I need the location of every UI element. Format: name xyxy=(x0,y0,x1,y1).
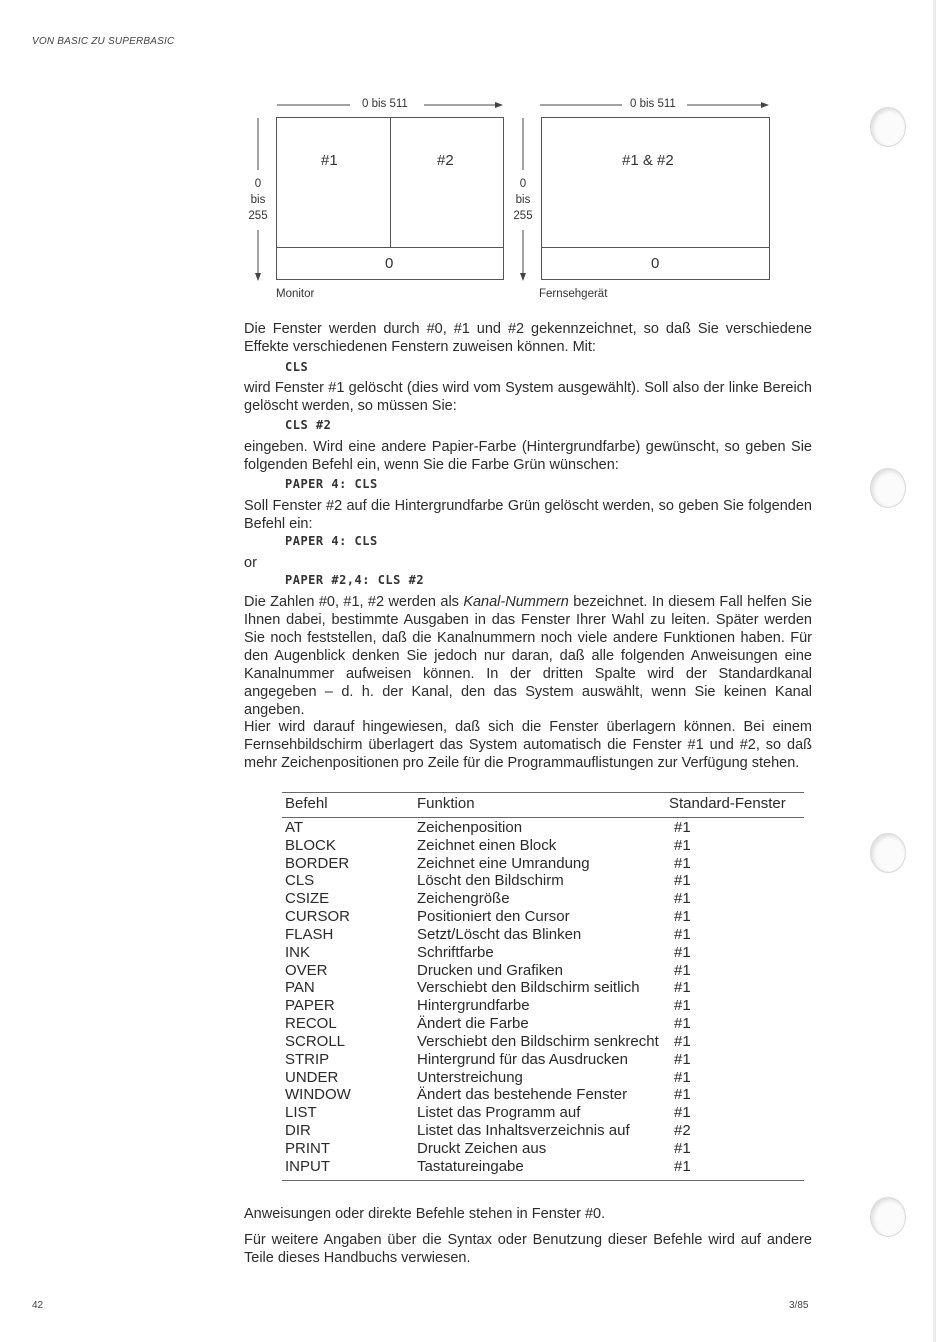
table-row xyxy=(282,926,804,944)
paragraph: or xyxy=(244,555,257,571)
window-cell: #1 xyxy=(674,925,691,943)
function-cell: Listet das Programm auf xyxy=(417,1104,581,1122)
function-cell: Tastatureingabe xyxy=(417,1157,524,1175)
right-y-range-2: 255 xyxy=(513,210,533,222)
code-line: CLS xyxy=(285,360,309,374)
paragraph: Die Fenster werden durch #0, #1 und #2 gekennzeichnet, so daß Sie verschiedene Effekte verschiedenen Fenstern zuweisen können. Mit: xyxy=(244,321,812,355)
table-row xyxy=(282,855,804,873)
window-cell: #1 xyxy=(674,997,691,1015)
function-cell: Zeichnet eine Umrandung xyxy=(417,854,590,872)
code-line: PAPER 4: CLS xyxy=(285,477,378,491)
paragraph: Für weitere Angaben über die Syntax oder Benutzung dieser Befehle wird auf andere Teile dieses Handbuchs verwiesen. xyxy=(244,1232,812,1266)
paragraph-part: bezeichnet. In diesem Fall helfen Sie Ihnen dabei, bestimmte Ausgaben in das Fenster Ihrer Wahl zu leiten. Später werden Sie noch feststellen, daß die Kanalnummern noch viele andere Funktionen haben. Für den Augenblick denken Sie jedoch nur daran, daß alle folgenden Anweisungen eine Kanalnummer aufweisen können. In der dritten Spalte wird der Standardkanal angegeben – d. h. der Kanal, den das System auswählt, wenn Sie keinen Kanal angeben. xyxy=(244,594,813,718)
command-cell: AT xyxy=(285,819,304,836)
table-row xyxy=(282,962,804,980)
function-cell: Drucken und Grafiken xyxy=(417,961,563,979)
window-cell: #1 xyxy=(674,1086,691,1104)
window-cell: #1 xyxy=(674,943,691,961)
window-cell: #1 xyxy=(674,1104,691,1122)
window-cell: #1 xyxy=(674,854,691,872)
function-cell: Hintergrundfarbe xyxy=(417,997,530,1015)
header-default-window: Standard-Fenster xyxy=(669,795,786,812)
left-y-range xyxy=(248,176,268,224)
command-cell: INPUT xyxy=(285,1157,330,1175)
window-cell: #1 xyxy=(674,1139,691,1157)
left-y-range-2: 255 xyxy=(248,210,268,222)
paragraph: wird Fenster #1 gelöscht (dies wird vom System ausgewählt). Soll also der linke Bereich gelöscht werden, so müssen Sie: xyxy=(244,380,812,414)
monitor-window-2: #2 xyxy=(437,152,454,169)
command-cell: SCROLL xyxy=(285,1032,346,1050)
paragraph: Anweisungen oder direkte Befehle stehen in Fenster #0. xyxy=(244,1206,606,1222)
window-divider xyxy=(542,247,769,248)
table-header xyxy=(282,792,804,818)
window-cell: #1 xyxy=(674,890,691,908)
function-cell: Verschiebt den Bildschirm seitlich xyxy=(417,979,640,997)
tv-window-0: 0 xyxy=(651,255,660,272)
command-cell: BORDER xyxy=(285,854,350,872)
window-cell: #1 xyxy=(674,1032,691,1050)
command-table xyxy=(282,792,804,1181)
tv-window-1-2: #1 & #2 xyxy=(622,152,674,169)
window-cell: #1 xyxy=(674,1157,691,1175)
command-cell: CURSOR xyxy=(285,908,351,926)
table-row xyxy=(282,979,804,997)
function-cell: Ändert die Farbe xyxy=(417,1015,529,1033)
table-row xyxy=(282,1015,804,1033)
monitor-caption: Monitor xyxy=(276,288,315,300)
window-cell: #1 xyxy=(674,1068,691,1086)
left-y-range-0: 0 xyxy=(254,178,262,190)
code-line: CLS #2 xyxy=(285,418,332,432)
paragraph: eingeben. Wird eine andere Papier-Farbe (Hintergrundfarbe) gewünscht, so geben Sie folgenden Befehl ein, wenn Sie die Farbe Grün wünschen: xyxy=(244,439,812,473)
running-title: VON BASIC ZU SUPERBASIC xyxy=(32,36,175,47)
function-cell: Zeichnet einen Block xyxy=(417,836,557,854)
monitor-screen xyxy=(276,117,504,280)
window-divider xyxy=(390,118,391,248)
function-cell: Listet das Inhaltsverzeichnis auf xyxy=(417,1122,630,1140)
table-row xyxy=(282,1086,804,1104)
command-cell: CSIZE xyxy=(285,890,330,908)
window-cell: #1 xyxy=(674,1015,691,1033)
emphasis: Kanal-Nummern xyxy=(463,594,569,610)
function-cell: Löscht den Bildschirm xyxy=(417,872,564,890)
right-x-range: 0 bis 511 xyxy=(630,98,676,110)
function-cell: Ändert das bestehende Fenster xyxy=(417,1086,628,1104)
window-cell: #1 xyxy=(674,872,691,890)
table-row xyxy=(282,1158,804,1176)
paragraph: Hier wird darauf hingewiesen, daß sich die Fenster überlagern können. Bei einem Fernsehbildschirm überlagert das System automatisch die Fenster #1 und #2, so daß mehr Zeichenpositionen pro Zeile für die Programmauflistungen zur Verfügung stehen. xyxy=(244,719,812,771)
command-cell: PAPER xyxy=(285,997,335,1015)
table-row xyxy=(282,908,804,926)
window-cell: #1 xyxy=(674,1050,691,1068)
table-row xyxy=(282,872,804,890)
command-cell: INK xyxy=(285,943,311,961)
table-row xyxy=(282,1122,804,1140)
function-cell: Zeichenposition xyxy=(417,819,523,836)
function-cell: Unterstreichung xyxy=(417,1068,523,1086)
window-divider xyxy=(277,247,503,248)
header-function: Funktion xyxy=(417,795,475,812)
window-cell: #1 xyxy=(674,908,691,926)
function-cell: Hintergrund für das Ausdrucken xyxy=(417,1050,628,1068)
left-x-range: 0 bis 511 xyxy=(362,98,408,110)
header-command: Befehl xyxy=(285,795,328,812)
table-row xyxy=(282,890,804,908)
page-number: 42 xyxy=(32,1300,44,1311)
command-cell: BLOCK xyxy=(285,836,336,854)
monitor-window-1: #1 xyxy=(321,152,338,169)
table-row xyxy=(282,1069,804,1087)
table-row xyxy=(282,1033,804,1051)
window-cell: #1 xyxy=(674,836,691,854)
left-y-range-1: bis xyxy=(250,194,266,206)
paragraph: Soll Fenster #2 auf die Hintergrundfarbe Grün gelöscht werden, so geben Sie folgenden Befehl ein: xyxy=(244,498,812,532)
right-y-range xyxy=(510,176,536,224)
table-row xyxy=(282,997,804,1015)
function-cell: Zeichengröße xyxy=(417,890,510,908)
table-row xyxy=(282,837,804,855)
command-cell: PRINT xyxy=(285,1139,330,1157)
monitor-window-0: 0 xyxy=(385,255,394,272)
function-cell: Setzt/Löscht das Blinken xyxy=(417,925,582,943)
punch-hole xyxy=(870,833,906,873)
right-y-range-0: 0 xyxy=(519,178,527,190)
punch-hole xyxy=(870,468,906,508)
table-row xyxy=(282,944,804,962)
tv-screen xyxy=(541,117,770,280)
paragraph-part: Die Zahlen #0, #1, #2 werden als xyxy=(244,594,464,610)
code-line: PAPER #2,4: CLS #2 xyxy=(285,573,425,587)
command-cell: OVER xyxy=(285,961,328,979)
table-row xyxy=(282,1140,804,1158)
window-cell: #2 xyxy=(674,1122,691,1140)
command-cell: RECOL xyxy=(285,1015,337,1033)
window-cell: #1 xyxy=(674,961,691,979)
paragraph xyxy=(244,593,812,719)
command-cell: STRIP xyxy=(285,1050,330,1068)
command-cell: WINDOW xyxy=(285,1086,351,1104)
function-cell: Verschiebt den Bildschirm senkrecht xyxy=(417,1032,659,1050)
function-cell: Druckt Zeichen aus xyxy=(417,1139,547,1157)
table-row xyxy=(282,819,804,837)
table-row xyxy=(282,1104,804,1122)
function-cell: Positioniert den Cursor xyxy=(417,908,570,926)
punch-hole xyxy=(870,1197,906,1237)
edition-date: 3/85 xyxy=(789,1300,809,1311)
command-cell: LIST xyxy=(285,1104,317,1122)
table-row xyxy=(282,1051,804,1069)
right-y-range-1: bis xyxy=(515,194,531,206)
tv-caption: Fernsehgerät xyxy=(539,288,608,300)
window-cell: #1 xyxy=(674,979,691,997)
command-cell: PAN xyxy=(285,979,315,997)
window-cell: #1 xyxy=(674,819,691,836)
command-cell: FLASH xyxy=(285,925,334,943)
command-cell: UNDER xyxy=(285,1068,339,1086)
window-diagram xyxy=(0,0,950,310)
code-line: PAPER 4: CLS xyxy=(285,534,378,548)
command-cell: DIR xyxy=(285,1122,311,1140)
command-cell: CLS xyxy=(285,872,315,890)
function-cell: Schriftfarbe xyxy=(417,943,494,961)
table-body xyxy=(282,818,804,1181)
